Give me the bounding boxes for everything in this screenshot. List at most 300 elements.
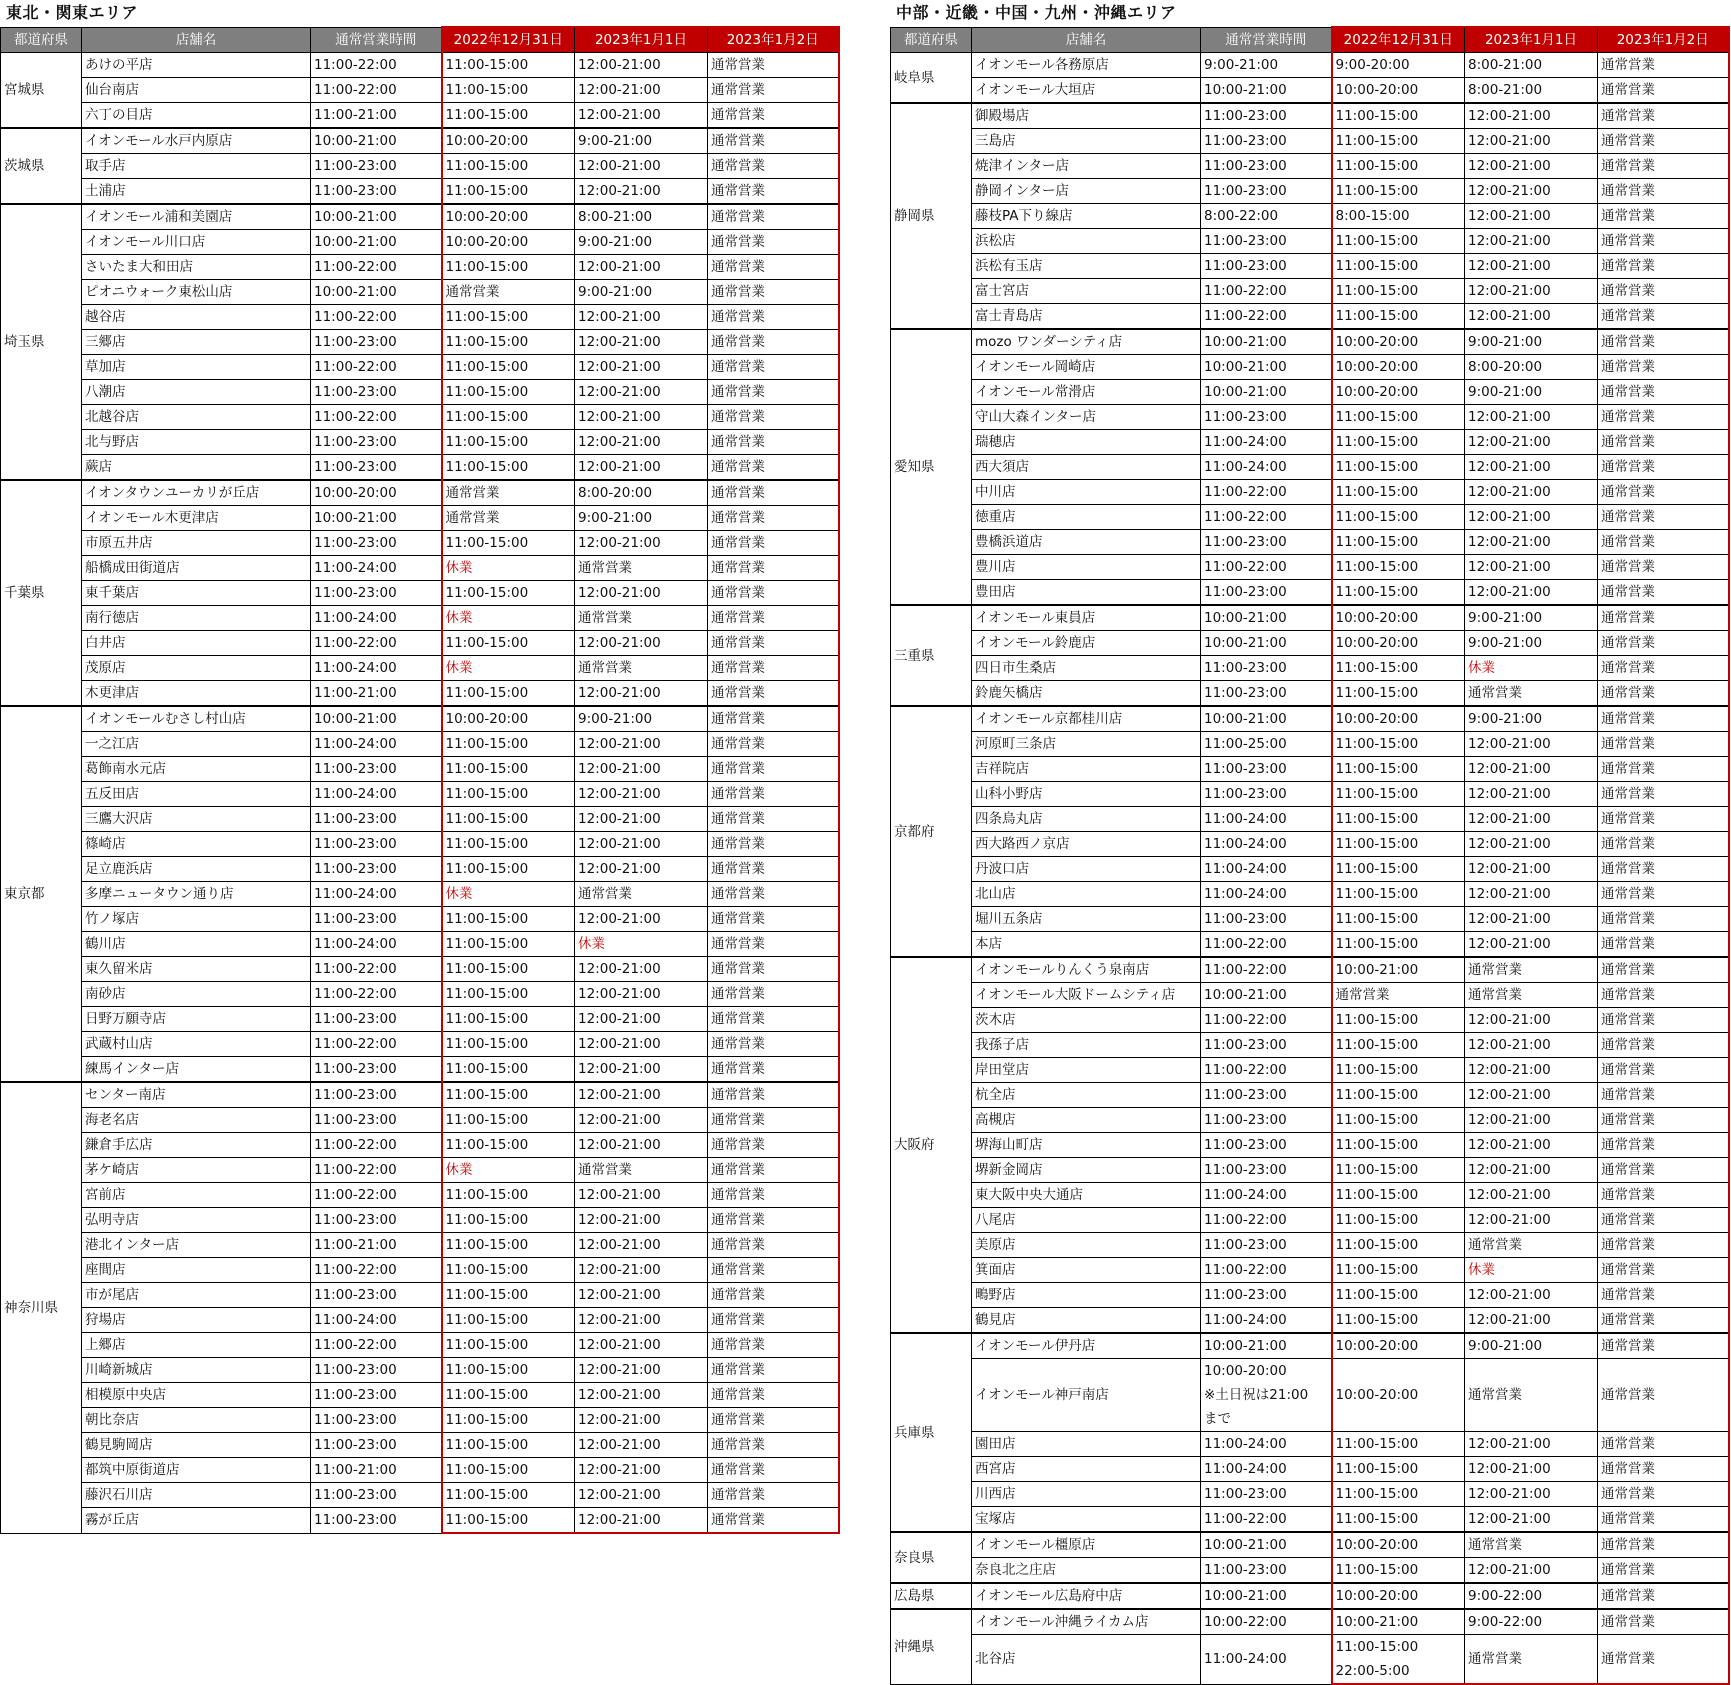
hours-jan2: 通常営業	[1598, 1532, 1729, 1558]
hours-jan2: 通常営業	[1598, 757, 1729, 782]
hours-jan2: 通常営業	[708, 606, 839, 631]
table-row	[1, 832, 839, 857]
hours-table	[890, 26, 1730, 1685]
store-name: 東千葉店	[82, 581, 311, 606]
hours-dec31: 11:00-15:00	[442, 907, 575, 932]
hours-jan2: 通常営業	[708, 1108, 839, 1133]
store-name: 一之江店	[82, 732, 311, 757]
hours-jan2: 通常営業	[708, 932, 839, 957]
hours-jan1: 12:00-21:00	[575, 1133, 708, 1158]
store-name: 鈴鹿矢橋店	[972, 681, 1201, 707]
hours-jan2: 通常営業	[1598, 857, 1729, 882]
table-row	[891, 304, 1729, 330]
hours-jan2: 通常営業	[1598, 1333, 1729, 1359]
normal-hours: 11:00-22:00	[1201, 1208, 1332, 1233]
store-name: 市原五井店	[82, 531, 311, 556]
hours-jan1: 12:00-21:00	[1465, 1283, 1598, 1308]
table-row	[1, 531, 839, 556]
hours-jan1: 12:00-21:00	[575, 982, 708, 1007]
table-row	[891, 580, 1729, 606]
hours-dec31: 11:00-15:00	[442, 1133, 575, 1158]
hours-jan1: 9:00-21:00	[575, 280, 708, 305]
store-name: 岸田堂店	[972, 1058, 1201, 1083]
table-row	[891, 1208, 1729, 1233]
table-body	[891, 53, 1729, 1685]
table-row	[1, 732, 839, 757]
hours-jan2: 通常営業	[708, 1433, 839, 1458]
hours-jan1: 12:00-21:00	[575, 330, 708, 355]
table-row	[891, 832, 1729, 857]
hours-jan2: 通常営業	[708, 807, 839, 832]
hours-jan1: 8:00-21:00	[575, 204, 708, 230]
hours-jan2: 通常営業	[1598, 1058, 1729, 1083]
hours-jan1: 9:00-22:00	[1465, 1609, 1598, 1635]
hours-dec31: 11:00-15:00	[442, 681, 575, 707]
store-name: 浜松店	[972, 229, 1201, 254]
hours-dec31: 10:00-20:00	[442, 230, 575, 255]
hours-jan1: 12:00-21:00	[1465, 732, 1598, 757]
hours-jan1: 通常営業	[575, 656, 708, 681]
hours-jan1: 9:00-21:00	[575, 706, 708, 732]
hours-dec31: 11:00-15:00	[442, 531, 575, 556]
hours-jan2: 通常営業	[708, 53, 839, 78]
normal-hours: 11:00-22:00	[311, 255, 442, 280]
table-row	[1, 1233, 839, 1258]
store-name: イオンモール川口店	[82, 230, 311, 255]
hours-dec31: 11:00-15:00	[1332, 154, 1465, 179]
hours-dec31: 10:00-20:00	[1332, 355, 1465, 380]
hours-jan2: 通常営業	[1598, 957, 1729, 983]
normal-hours: 11:00-23:00	[1201, 229, 1332, 254]
table-row	[1, 430, 839, 455]
hours-jan1: 通常営業	[575, 882, 708, 907]
hours-dec31: 10:00-20:00	[442, 706, 575, 732]
store-name: 守山大森インター店	[972, 405, 1201, 430]
normal-hours: 11:00-23:00	[311, 430, 442, 455]
normal-hours: 11:00-23:00	[311, 807, 442, 832]
store-name: イオンモールむさし村山店	[82, 706, 311, 732]
store-name: 木更津店	[82, 681, 311, 707]
store-name: イオンモール岡崎店	[972, 355, 1201, 380]
store-name: 藤枝PA下り線店	[972, 204, 1201, 229]
area-tohoku-kanto	[0, 0, 840, 1534]
store-name: 葛飾南水元店	[82, 757, 311, 782]
table-row	[891, 1308, 1729, 1334]
hours-jan2: 通常営業	[708, 782, 839, 807]
normal-hours: 11:00-24:00	[1201, 832, 1332, 857]
hours-dec31: 11:00-15:00	[1332, 279, 1465, 304]
hours-dec31: 通常営業	[442, 506, 575, 531]
hours-jan1: 12:00-21:00	[575, 732, 708, 757]
hours-jan2: 通常営業	[1598, 179, 1729, 204]
hours-dec31: 11:00-15:00	[442, 982, 575, 1007]
normal-hours: 11:00-23:00	[311, 1108, 442, 1133]
hours-jan2: 通常営業	[1598, 907, 1729, 932]
store-name: イオンモール東員店	[972, 605, 1201, 631]
prefecture-cell: 宮城県	[1, 53, 82, 129]
table-row	[891, 1583, 1729, 1609]
table-row	[891, 329, 1729, 355]
hours-dec31: 10:00-20:00	[442, 128, 575, 154]
hours-dec31: 11:00-15:00	[1332, 1158, 1465, 1183]
normal-hours: 10:00-21:00	[311, 128, 442, 154]
store-name: 南砂店	[82, 982, 311, 1007]
area-title: 中部・近畿・中国・九州・沖縄エリア	[896, 3, 1177, 22]
hours-jan1: 12:00-21:00	[1465, 1008, 1598, 1033]
hours-dec31: 11:00-15:00	[442, 380, 575, 405]
hours-jan1: 12:00-21:00	[575, 305, 708, 330]
hours-jan2: 通常営業	[1598, 279, 1729, 304]
store-name: 東久留米店	[82, 957, 311, 982]
hours-jan2: 通常営業	[708, 1208, 839, 1233]
hours-jan1: 12:00-21:00	[1465, 1108, 1598, 1133]
hours-jan1: 12:00-21:00	[1465, 530, 1598, 555]
normal-hours: 11:00-22:00	[311, 405, 442, 430]
hours-jan2: 通常営業	[708, 556, 839, 581]
hours-jan1: 12:00-21:00	[1465, 882, 1598, 907]
table-row	[1, 1158, 839, 1183]
normal-hours: 11:00-23:00	[311, 179, 442, 205]
hours-dec31: 10:00-21:00	[1332, 957, 1465, 983]
hours-dec31: 11:00-15:00	[442, 957, 575, 982]
header-row	[1, 27, 839, 53]
header-store-name: 店舗名	[82, 27, 311, 53]
table-row	[1, 128, 839, 154]
prefecture-cell: 茨城県	[1, 128, 82, 204]
table-row	[891, 1008, 1729, 1033]
hours-jan2: 通常営業	[708, 1458, 839, 1483]
prefecture-cell: 大阪府	[891, 957, 972, 1333]
table-row	[891, 254, 1729, 279]
normal-hours: 11:00-22:00	[311, 1158, 442, 1183]
hours-jan2: 通常営業	[708, 128, 839, 154]
hours-dec31: 11:00-15:00	[1332, 807, 1465, 832]
store-name: イオンモール各務原店	[972, 53, 1201, 78]
hours-jan1: 12:00-21:00	[1465, 782, 1598, 807]
hours-jan1: 通常営業	[1465, 681, 1598, 707]
prefecture-cell: 東京都	[1, 706, 82, 1082]
hours-dec31: 11:00-15:00	[1332, 480, 1465, 505]
hours-dec31: 11:00-15:00	[1332, 179, 1465, 204]
store-name: 竹ノ塚店	[82, 907, 311, 932]
table-row	[1, 957, 839, 982]
hours-jan1: 12:00-21:00	[575, 757, 708, 782]
normal-hours: 11:00-23:00	[1201, 129, 1332, 154]
normal-hours: 10:00-21:00	[1201, 983, 1332, 1008]
table-row	[891, 656, 1729, 681]
hours-jan1: 12:00-21:00	[1465, 1133, 1598, 1158]
store-name: 五反田店	[82, 782, 311, 807]
normal-hours: 11:00-23:00	[1201, 1158, 1332, 1183]
hours-jan2: 通常営業	[708, 230, 839, 255]
hours-jan1: 12:00-21:00	[575, 1183, 708, 1208]
table-row	[891, 1507, 1729, 1533]
hours-jan1: 12:00-21:00	[575, 103, 708, 129]
hours-dec31: 11:00-15:00	[1332, 656, 1465, 681]
hours-dec31: 10:00-20:00	[1332, 380, 1465, 405]
normal-hours: 11:00-23:00	[1201, 1108, 1332, 1133]
hours-jan1: 12:00-21:00	[1465, 430, 1598, 455]
hours-jan1: 12:00-21:00	[1465, 1083, 1598, 1108]
store-name: 茅ケ崎店	[82, 1158, 311, 1183]
hours-dec31: 11:00-15:00	[1332, 907, 1465, 932]
normal-hours: 11:00-22:00	[311, 1183, 442, 1208]
hours-jan1: 12:00-21:00	[575, 782, 708, 807]
hours-jan2: 通常営業	[708, 1032, 839, 1057]
table-row	[891, 455, 1729, 480]
normal-hours: 10:00-21:00	[1201, 380, 1332, 405]
hours-jan2: 通常営業	[1598, 380, 1729, 405]
store-name: イオンモール大阪ドームシティ店	[972, 983, 1201, 1008]
store-name: 奈良北之庄店	[972, 1558, 1201, 1584]
table-row	[1, 907, 839, 932]
store-name: 川崎新城店	[82, 1358, 311, 1383]
store-name: 高槻店	[972, 1108, 1201, 1133]
store-name: 浜松有玉店	[972, 254, 1201, 279]
normal-hours: 11:00-23:00	[1201, 530, 1332, 555]
normal-hours: 11:00-24:00	[311, 782, 442, 807]
normal-hours: 10:00-21:00	[1201, 355, 1332, 380]
hours-jan1: 12:00-21:00	[575, 531, 708, 556]
store-name: 北山店	[972, 882, 1201, 907]
store-name: 藤沢石川店	[82, 1483, 311, 1508]
store-name: 多摩ニュータウン通り店	[82, 882, 311, 907]
hours-jan1: 通常営業	[575, 556, 708, 581]
table-row	[1, 1183, 839, 1208]
store-name: 船橋成田街道店	[82, 556, 311, 581]
hours-jan1: 9:00-21:00	[575, 128, 708, 154]
hours-jan2: 通常営業	[708, 480, 839, 506]
store-name: 四条烏丸店	[972, 807, 1201, 832]
hours-jan1: 12:00-21:00	[575, 255, 708, 280]
hours-jan2: 通常営業	[1598, 1283, 1729, 1308]
hours-jan2: 通常営業	[1598, 1158, 1729, 1183]
hours-dec31: 11:00-15:00	[1332, 405, 1465, 430]
store-name: イオンモール木更津店	[82, 506, 311, 531]
hours-dec31: 11:00-15:00	[442, 1383, 575, 1408]
normal-hours: 11:00-25:00	[1201, 732, 1332, 757]
store-name: 弘明寺店	[82, 1208, 311, 1233]
table-row	[1, 1458, 839, 1483]
header-store-name: 店舗名	[972, 27, 1201, 53]
normal-hours: 9:00-21:00	[1201, 53, 1332, 78]
store-name: 焼津インター店	[972, 154, 1201, 179]
store-name: 山科小野店	[972, 782, 1201, 807]
table-row	[1, 706, 839, 732]
header-dec31: 2022年12月31日	[442, 27, 575, 53]
hours-dec31: 11:00-15:00	[442, 1308, 575, 1333]
table-row	[891, 1333, 1729, 1359]
normal-hours: 11:00-23:00	[1201, 1083, 1332, 1108]
hours-jan2: 通常営業	[708, 1133, 839, 1158]
hours-jan1: 12:00-21:00	[575, 405, 708, 430]
normal-hours: 11:00-24:00	[1201, 1635, 1332, 1685]
hours-dec31: 11:00-15:00	[442, 405, 575, 430]
store-name: 茂原店	[82, 656, 311, 681]
area-title: 東北・関東エリア	[6, 3, 139, 22]
normal-hours: 11:00-22:00	[311, 1133, 442, 1158]
table-row	[891, 1482, 1729, 1507]
table-row	[1, 380, 839, 405]
normal-hours: 10:00-20:00	[311, 480, 442, 506]
hours-jan1: 12:00-21:00	[1465, 1308, 1598, 1334]
store-name: 瑞穂店	[972, 430, 1201, 455]
hours-dec31: 11:00-15:00	[1332, 1033, 1465, 1058]
hours-dec31: 11:00-15:00	[442, 1458, 575, 1483]
store-name: 西大須店	[972, 455, 1201, 480]
hours-jan1: 12:00-21:00	[1465, 580, 1598, 606]
hours-jan2: 通常営業	[708, 832, 839, 857]
table-row	[1, 305, 839, 330]
hours-jan2: 通常営業	[708, 907, 839, 932]
normal-hours: 10:00-21:00	[1201, 1333, 1332, 1359]
prefecture-cell: 愛知県	[891, 329, 972, 605]
store-name: 西大路西ノ京店	[972, 832, 1201, 857]
hours-dec31: 11:00-15:00	[1332, 857, 1465, 882]
table-row	[891, 1359, 1729, 1432]
prefecture-cell: 静岡県	[891, 103, 972, 329]
store-name: 本店	[972, 932, 1201, 958]
hours-dec31: 11:00-15:00	[442, 1508, 575, 1534]
table-row	[891, 229, 1729, 254]
normal-hours: 11:00-24:00	[1201, 882, 1332, 907]
hours-dec31: 11:00-15:00	[1332, 229, 1465, 254]
hours-jan2: 通常営業	[708, 857, 839, 882]
normal-hours: 11:00-21:00	[311, 1233, 442, 1258]
normal-hours: 11:00-23:00	[1201, 405, 1332, 430]
store-name: 足立鹿浜店	[82, 857, 311, 882]
store-name: 豊田店	[972, 580, 1201, 606]
hours-dec31: 11:00-15:00	[1332, 430, 1465, 455]
store-name: 南行徳店	[82, 606, 311, 631]
normal-hours: 11:00-24:00	[311, 932, 442, 957]
hours-dec31: 11:00-15:00	[442, 832, 575, 857]
hours-dec31: 11:00-15:00	[1332, 103, 1465, 129]
store-name: イオンモールりんくう泉南店	[972, 957, 1201, 983]
normal-hours: 10:00-21:00	[1201, 605, 1332, 631]
hours-jan2: 通常営業	[1598, 1507, 1729, 1533]
hours-dec31: 11:00-15:00	[1332, 757, 1465, 782]
hours-jan1: 12:00-21:00	[1465, 807, 1598, 832]
hours-jan2: 通常営業	[708, 1508, 839, 1534]
hours-dec31: 11:00-15:00	[1332, 1507, 1465, 1533]
hours-jan2: 通常営業	[1598, 681, 1729, 707]
store-name: 日野万願寺店	[82, 1007, 311, 1032]
table-row	[891, 1083, 1729, 1108]
hours-jan1: 12:00-21:00	[1465, 555, 1598, 580]
hours-jan2: 通常営業	[708, 355, 839, 380]
normal-hours: 11:00-23:00	[311, 832, 442, 857]
normal-hours: 10:00-21:00	[311, 230, 442, 255]
normal-hours: 11:00-22:00	[1201, 480, 1332, 505]
table-row	[1, 330, 839, 355]
hours-dec31: 11:00-15:00	[442, 330, 575, 355]
hours-dec31: 11:00-15:00	[1332, 580, 1465, 606]
store-name: あけの平店	[82, 53, 311, 78]
table-row	[891, 480, 1729, 505]
hours-jan1: 12:00-21:00	[1465, 304, 1598, 330]
table-row	[1, 1333, 839, 1358]
normal-hours: 11:00-23:00	[1201, 681, 1332, 707]
hours-jan2: 通常営業	[1598, 605, 1729, 631]
normal-hours: 11:00-23:00	[311, 1057, 442, 1083]
hours-dec31: 11:00-15:00	[442, 103, 575, 129]
hours-jan2: 通常営業	[708, 1233, 839, 1258]
table-row	[1, 179, 839, 205]
table-row	[891, 983, 1729, 1008]
normal-hours: 11:00-23:00	[1201, 1558, 1332, 1584]
store-name: 丹波口店	[972, 857, 1201, 882]
hours-jan2: 通常営業	[708, 1258, 839, 1283]
store-name: 鴫野店	[972, 1283, 1201, 1308]
store-name: 六丁の目店	[82, 103, 311, 129]
hours-jan1: 12:00-21:00	[1465, 279, 1598, 304]
prefecture-cell: 広島県	[891, 1583, 972, 1609]
table-row	[1, 1508, 839, 1534]
hours-jan1: 12:00-21:00	[1465, 932, 1598, 958]
hours-jan2: 通常営業	[1598, 154, 1729, 179]
hours-jan1: 9:00-21:00	[1465, 605, 1598, 631]
hours-jan2: 通常営業	[708, 1183, 839, 1208]
table-row	[1, 757, 839, 782]
hours-jan2: 通常営業	[1598, 53, 1729, 78]
normal-hours: 11:00-23:00	[311, 1433, 442, 1458]
hours-jan1: 12:00-21:00	[575, 154, 708, 179]
normal-hours: 11:00-22:00	[311, 957, 442, 982]
table-body	[1, 53, 839, 1534]
table-row	[1, 1032, 839, 1057]
table-row	[1, 154, 839, 179]
store-name: 八尾店	[972, 1208, 1201, 1233]
table-row	[891, 555, 1729, 580]
hours-dec31: 11:00-15:00	[1332, 129, 1465, 154]
hours-jan2: 通常営業	[708, 1483, 839, 1508]
hours-jan2: 通常営業	[708, 280, 839, 305]
store-name: 堺新金岡店	[972, 1158, 1201, 1183]
hours-jan1: 12:00-21:00	[575, 832, 708, 857]
prefecture-cell: 三重県	[891, 605, 972, 706]
table-row	[1, 1007, 839, 1032]
prefecture-cell: 岐阜県	[891, 53, 972, 104]
hours-dec31: 11:00-15:00	[1332, 505, 1465, 530]
header-jan2: 2023年1月2日	[708, 27, 839, 53]
hours-jan1: 12:00-21:00	[1465, 1058, 1598, 1083]
store-name: 上郷店	[82, 1333, 311, 1358]
hours-jan2: 通常営業	[1598, 405, 1729, 430]
normal-hours: 11:00-23:00	[311, 757, 442, 782]
hours-dec31: 11:00-15:00	[442, 1358, 575, 1383]
hours-jan1: 9:00-21:00	[1465, 706, 1598, 732]
normal-hours: 10:00-21:00	[311, 706, 442, 732]
hours-jan2: 通常営業	[1598, 832, 1729, 857]
normal-hours: 11:00-23:00	[311, 1483, 442, 1508]
hours-dec31: 通常営業	[442, 280, 575, 305]
hours-dec31: 11:00-15:00	[442, 581, 575, 606]
hours-jan1: 12:00-21:00	[1465, 1183, 1598, 1208]
normal-hours: 11:00-23:00	[311, 1383, 442, 1408]
hours-jan1: 12:00-21:00	[575, 78, 708, 103]
normal-hours: 11:00-23:00	[311, 531, 442, 556]
hours-jan2: 通常営業	[1598, 1635, 1729, 1685]
normal-hours: 11:00-23:00	[311, 1408, 442, 1433]
table-row	[1, 506, 839, 531]
hours-jan1: 12:00-21:00	[575, 1508, 708, 1534]
hours-jan2: 通常営業	[708, 681, 839, 707]
hours-jan1: 12:00-21:00	[575, 1233, 708, 1258]
hours-dec31: 11:00-15:00	[442, 1057, 575, 1083]
hours-jan2: 通常営業	[1598, 355, 1729, 380]
hours-jan1: 12:00-21:00	[575, 1333, 708, 1358]
